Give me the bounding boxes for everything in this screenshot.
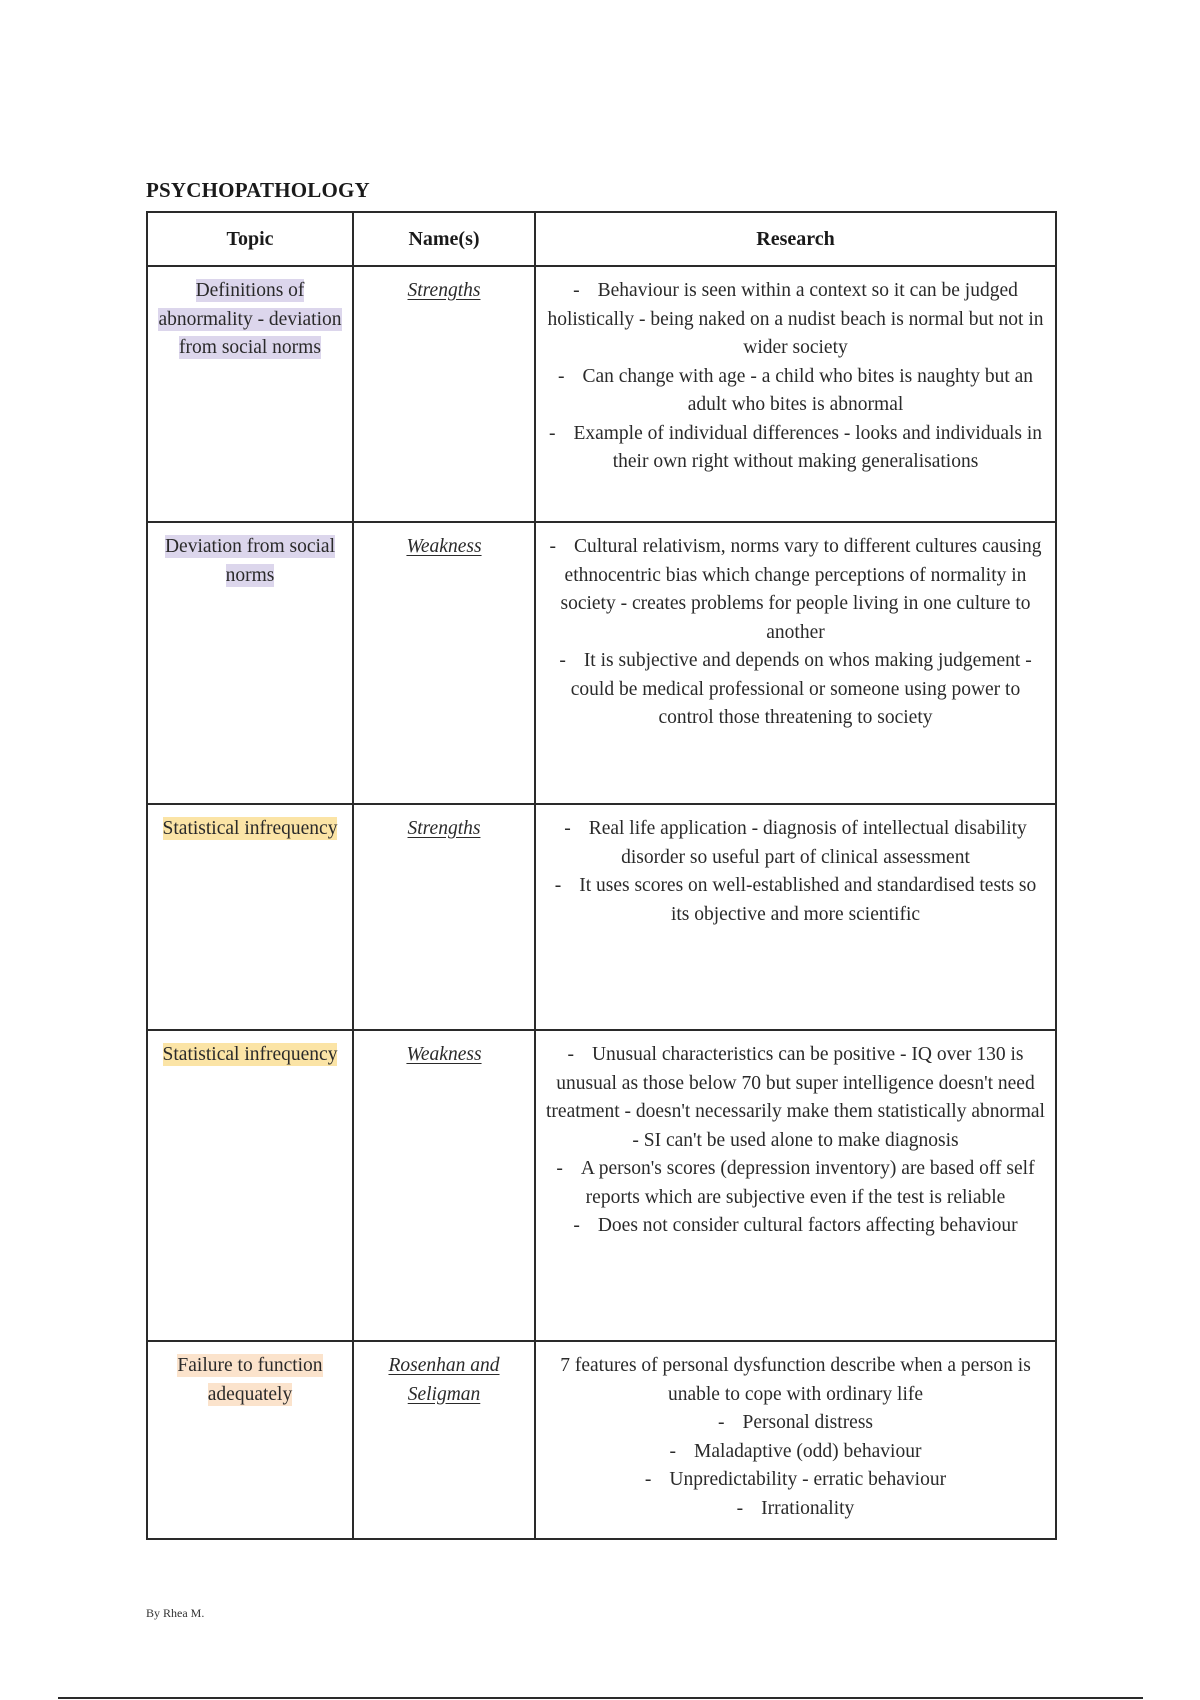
research-bullet: - Behaviour is seen within a context so it can be judged holistically - being naked on a nudist beach is normal but not in wider society — [547, 280, 1044, 358]
name-label: Strengths — [407, 818, 481, 839]
table-row — [147, 1030, 1056, 1341]
research-bullet: - Example of individual differences - looks and individuals in their own right without making generalisations — [548, 422, 1043, 472]
topic-cell — [147, 266, 353, 522]
header-topic: Topic — [147, 212, 353, 266]
header-names: Name(s) — [353, 212, 535, 266]
table-row — [147, 266, 1056, 522]
name-cell — [353, 266, 535, 522]
topic-cell — [147, 804, 353, 1030]
name-cell — [353, 804, 535, 1030]
name-label: Strengths — [407, 280, 481, 301]
page-title: PSYCHOPATHOLOGY — [146, 178, 370, 202]
name-label: Rosenhan and Seligman — [388, 1355, 500, 1405]
research-bullet: - Unpredictability - erratic behaviour — [644, 1469, 947, 1490]
table-row — [147, 522, 1056, 804]
author-footer: By Rhea M. — [146, 1606, 205, 1620]
research-bullet: - Cultural relativism, norms vary to different cultures causing ethnocentric bias which change perceptions of normality in society - creates problems for people living in one culture to another — [549, 536, 1042, 643]
topic-cell — [147, 1341, 353, 1539]
research-cell — [535, 522, 1056, 804]
topic-cell — [147, 522, 353, 804]
research-bullet: - It is subjective and depends on whos making judgement - could be medical professional or someone using power to control those threatening to society — [559, 650, 1032, 728]
name-cell — [353, 1030, 535, 1341]
research-bullet: - Personal distress — [717, 1412, 874, 1433]
topic-text: Deviation from social norms — [164, 536, 336, 586]
research-bullet: - It uses scores on well-established and standardised tests so its objective and more scientific — [554, 875, 1037, 925]
research-cell — [535, 804, 1056, 1030]
name-cell — [353, 1341, 535, 1539]
name-cell — [353, 522, 535, 804]
table-row — [147, 804, 1056, 1030]
research-bullet: - A person's scores (depression inventory) are based off self reports which are subjective even if the test is reliable — [556, 1158, 1035, 1208]
research-cell — [535, 266, 1056, 522]
table-row — [147, 1341, 1056, 1539]
research-bullet: - Does not consider cultural factors affecting behaviour — [573, 1215, 1018, 1236]
research-cell — [535, 1341, 1056, 1539]
topic-text: Statistical infrequency — [162, 818, 338, 839]
notes-table — [146, 211, 1057, 1540]
footer-divider — [58, 1697, 1143, 1699]
research-bullet: - Unusual characteristics can be positive - IQ over 130 is unusual as those below 70 but super intelligence doesn't need treatment - doesn't necessarily make them statistically abnormal - SI can't be used alone to make diagnosis — [546, 1044, 1045, 1151]
research-intro: 7 features of personal dysfunction describe when a person is unable to cope with ordinary life — [560, 1355, 1031, 1405]
research-cell — [535, 1030, 1056, 1341]
topic-text: Failure to function adequately — [177, 1355, 323, 1405]
topic-text: Statistical infrequency — [162, 1044, 338, 1065]
topic-text: Definitions of abnormality - deviation from social norms — [158, 280, 342, 358]
name-label: Weakness — [406, 536, 482, 557]
header-research: Research — [535, 212, 1056, 266]
topic-cell — [147, 1030, 353, 1341]
name-label: Weakness — [406, 1044, 482, 1065]
research-bullet: - Maladaptive (odd) behaviour — [669, 1440, 922, 1462]
research-bullet: - Can change with age - a child who bites is naughty but an adult who bites is abnormal — [557, 365, 1034, 415]
research-bullet: - Real life application - diagnosis of intellectual disability disorder so useful part of clinical assessment — [564, 818, 1027, 868]
research-bullet: - Irrationality — [736, 1497, 855, 1519]
table-header-row — [147, 212, 1056, 266]
